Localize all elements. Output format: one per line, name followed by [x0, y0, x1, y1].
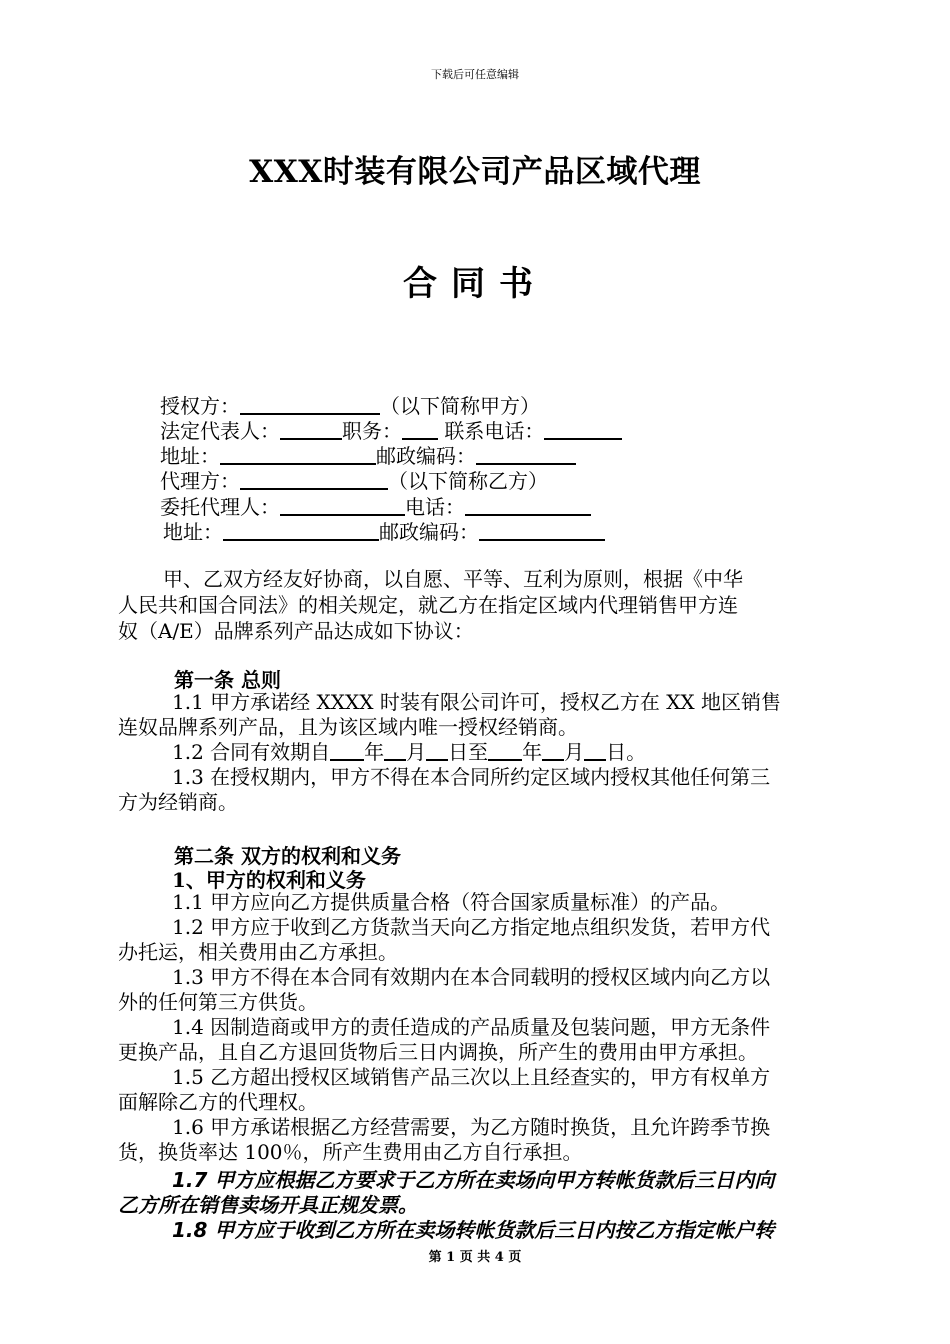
address2-blank	[223, 519, 379, 541]
page-number: 第 1 页 共 4 页	[428, 1250, 522, 1265]
article2-clause7-line1: 1.7 甲方应根据乙方要求于乙方所在卖场向甲方转帐货款后三日内向	[172, 1168, 775, 1192]
agent-suffix: （以下简称乙方）	[388, 469, 548, 493]
document-title: XXX时装有限公司产品区域代理	[249, 154, 701, 190]
year-label: 年	[364, 740, 385, 764]
article2-clause3-line1: 1.3 甲方不得在本合同有效期内在本合同载明的授权区域内向乙方以	[172, 965, 771, 989]
address1-blank	[220, 443, 376, 465]
postcode2-label: 邮政编码：	[379, 520, 479, 544]
phone-blank	[544, 418, 622, 440]
document-subtitle: 合同书	[403, 264, 547, 304]
article1-clause2	[172, 739, 646, 765]
position-label: 职务：	[342, 419, 402, 443]
article2-clause1: 1.1 甲方应向乙方提供质量合格（符合国家质量标准）的产品。	[172, 890, 731, 914]
postcode2-blank	[479, 519, 605, 541]
position-blank	[402, 418, 438, 440]
end-month-blank	[542, 739, 564, 761]
grantor-label: 授权方：	[160, 394, 240, 418]
article2-subheading: 1、甲方的权利和义务	[172, 868, 366, 892]
agent-line	[160, 465, 548, 494]
article2-clause6-line1: 1.6 甲方承诺根据乙方经营需要，为乙方随时换货，且允许跨季节换	[172, 1115, 771, 1139]
start-month-blank	[384, 739, 406, 761]
phone2-label: 电话：	[405, 495, 465, 519]
header-note: 下载后可任意编辑	[431, 68, 519, 81]
article1-clause3-line1: 1.3 在授权期内，甲方不得在本合同所约定区域内授权其他任何第三	[172, 765, 771, 789]
end-day-blank	[584, 739, 606, 761]
year-label-2: 年	[522, 740, 543, 764]
start-year-blank	[330, 739, 364, 761]
start-day-blank	[426, 739, 448, 761]
article2-clause4-line2: 更换产品，且自乙方退回货物后三日内调换，所产生的费用由甲方承担。	[118, 1040, 758, 1064]
day-label-2: 日。	[606, 740, 647, 764]
address2-label: 地址：	[163, 520, 223, 544]
article2-clause6-line2: 货，换货率达 100％，所产生费用由乙方自行承担。	[118, 1140, 583, 1164]
address1-label: 地址：	[160, 444, 220, 468]
article2-clause3-line2: 外的任何第三方供货。	[118, 990, 318, 1014]
legal-rep-label: 法定代表人：	[160, 419, 280, 443]
day-to-label: 日至	[448, 740, 489, 764]
article2-clause5-line2: 面解除乙方的代理权。	[118, 1090, 318, 1114]
grantor-suffix: （以下简称甲方）	[380, 394, 540, 418]
article1-clause1-line1: 1.1 甲方承诺经 XXXX 时装有限公司许可，授权乙方在 XX 地区销售	[172, 690, 782, 714]
article2-clause4-line1: 1.4 因制造商或甲方的责任造成的产品质量及包装问题，甲方无条件	[172, 1015, 771, 1039]
article2-clause5-line1: 1.5 乙方超出授权区域销售产品三次以上且经查实的，甲方有权单方	[172, 1065, 771, 1089]
address2-line	[163, 516, 605, 545]
article1-clause1-line2: 连奴品牌系列产品，且为该区域内唯一授权经销商。	[118, 715, 578, 739]
postcode1-blank	[476, 443, 576, 465]
article2-clause8-line1: 1.8 甲方应于收到乙方所在卖场转帐货款后三日内按乙方指定帐户转	[172, 1218, 775, 1242]
article2-heading: 第二条 双方的权利和义务	[174, 844, 401, 868]
proxy-blank	[280, 494, 405, 516]
article1-clause3-line2: 方为经销商。	[118, 790, 238, 814]
end-year-blank	[488, 739, 522, 761]
agent-label: 代理方：	[160, 469, 240, 493]
phone2-blank	[465, 494, 591, 516]
preamble-line-1: 甲、乙双方经友好协商，以自愿、平等、互利为原则，根据《中华	[163, 567, 743, 591]
month-label: 月	[406, 740, 427, 764]
postcode1-label: 邮政编码：	[376, 444, 476, 468]
article2-clause7-line2: 乙方所在销售卖场开具正规发票。	[118, 1193, 418, 1217]
phone-label: 联系电话：	[444, 419, 545, 443]
preamble-line-3: 奴（A/E）品牌系列产品达成如下协议：	[118, 619, 474, 643]
article2-clause2-line2: 办托运，相关费用由乙方承担。	[118, 940, 398, 964]
preamble-line-2: 人民共和国合同法》的相关规定，就乙方在指定区域内代理销售甲方连	[118, 593, 738, 617]
article1-heading: 第一条 总则	[174, 668, 281, 692]
month-label-2: 月	[564, 740, 585, 764]
grantor-blank	[240, 393, 380, 415]
proxy-label: 委托代理人：	[160, 495, 280, 519]
agent-blank	[240, 468, 388, 490]
term-from-label: 1.2 合同有效期自	[172, 740, 331, 764]
article2-clause2-line1: 1.2 甲方应于收到乙方货款当天向乙方指定地点组织发货，若甲方代	[172, 915, 771, 939]
legal-rep-blank	[280, 418, 342, 440]
